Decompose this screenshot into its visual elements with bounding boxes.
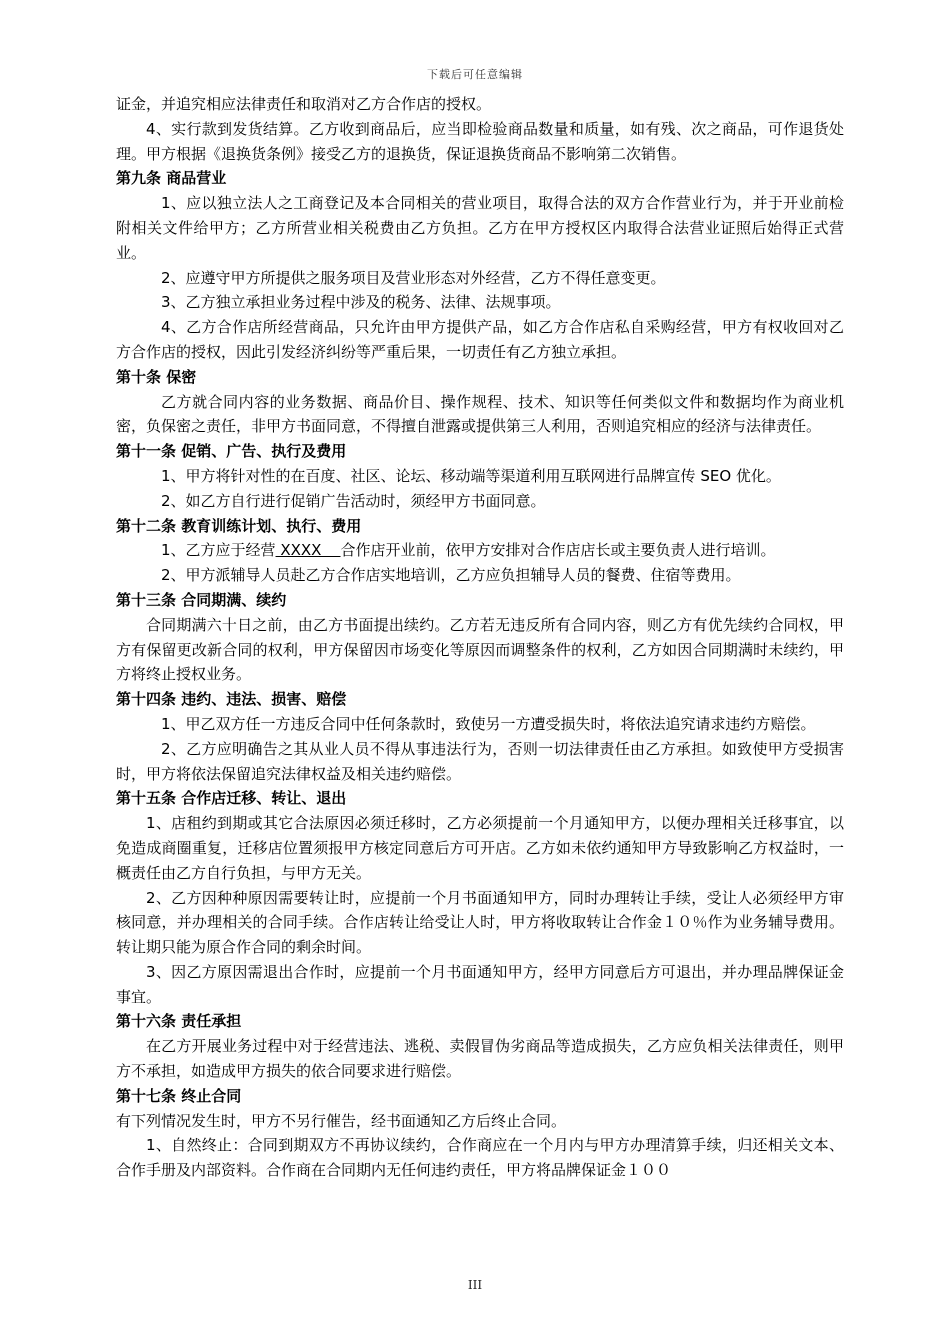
- paragraph: 合同期满六十日之前，由乙方书面提出续约。乙方若无违反所有合同内容，则乙方有优先续约合同权，甲方有保留更改新合同的权利，甲方保留因市场变化等原因而调整条件的权利，乙方如因合同期满时未续约，甲方将终止授权业务。: [116, 615, 844, 684]
- paragraph: 证金，并追究相应法律责任和取消对乙方合作店的授权。: [116, 95, 492, 113]
- paragraph: 3、乙方独立承担业务过程中涉及的税务、法律、法规事项。: [161, 293, 561, 312]
- paragraph: 有下列情况发生时，甲方不另行催告，经书面通知乙方后终止合同。: [116, 1111, 567, 1130]
- paragraph: 2、甲方派辅导人员赴乙方合作店实地培训，乙方应负担辅导人员的餐费、住宿等费用。: [161, 566, 741, 585]
- paragraph: 1、店租约到期或其它合法原因必须迁移时，乙方必须提前一个月通知甲方，以便办理相关迁移事宜，以免造成商圈重复，迁移店位置须报甲方核定同意后方可开店。乙方如未依约通知甲方导致影响乙方权益时，一概责任由乙方自行负担，与甲方无关。: [116, 814, 844, 882]
- text-segment: 合作店开业前，依甲方安排对合作店店长或主要负责人进行培训。: [340, 541, 776, 560]
- article-heading-11: 第十一条 促销、广告、执行及费用: [116, 442, 347, 461]
- article-heading-13: 第十三条 合同期满、续约: [116, 590, 287, 609]
- article-heading-14: 第十四条 违约、违法、损害、赔偿: [116, 690, 347, 709]
- paragraph: 在乙方开展业务过程中对于经营违法、逃税、卖假冒伪劣商品等造成损失，乙方应负相关法律责任，则甲方不承担，如造成甲方损失的依合同要求进行赔偿。: [116, 1037, 844, 1081]
- article-heading-15: 第十五条 合作店迁移、转让、退出: [116, 789, 347, 808]
- paragraph: 3、因乙方原因需退出合作时，应提前一个月书面通知甲方，经甲方同意后方可退出，并办理品牌保证金事宜。: [116, 962, 844, 1006]
- article-heading-16: 第十六条 责任承担: [116, 1012, 242, 1031]
- article-heading-12: 第十二条 教育训练计划、执行、费用: [116, 516, 362, 535]
- paragraph: 1、甲方将针对性的在百度、社区、论坛、移动端等渠道利用互联网进行品牌宣传 SEO 优化。: [161, 466, 781, 485]
- page-number: III: [467, 1278, 483, 1292]
- paragraph: 2、乙方因种种原因需要转让时，应提前一个月书面通知甲方，同时办理转让手续，受让人必须经甲方审核同意，并办理相关的合同手续。合作店转让给受让人时，甲方将收取转让合作金１０％作为业务辅导费用。转让期只能为原合作合同的剩余时间。: [116, 888, 844, 957]
- paragraph: 1、应以独立法人之工商登记及本合同相关的营业项目，取得合法的双方合作营业行为，并于开业前检附相关文件给甲方；乙方所营业相关税费由乙方负担。乙方在甲方授权区内取得合法营业证照后始得正式营业。: [116, 194, 844, 262]
- page-header: 下载后可任意编辑: [427, 68, 523, 81]
- paragraph: 2、如乙方自行进行促销广告活动时，须经甲方书面同意。: [161, 491, 546, 510]
- paragraph: 乙方就合同内容的业务数据、商品价目、操作规程、技术、知识等任何类似文件和数据均作为商业机密，负保密之责任，非甲方书面同意，不得擅自泄露或提供第三人利用，否则追究相应的经济与法律责任。: [116, 392, 844, 436]
- paragraph: 4、乙方合作店所经营商品，只允许由甲方提供产品，如乙方合作店私自采购经营，甲方有权收回对乙方合作店的授权，因此引发经济纠纷等严重后果，一切责任有乙方独立承担。: [116, 318, 844, 361]
- article-heading-17: 第十七条 终止合同: [116, 1086, 242, 1105]
- paragraph: 1、自然终止：合同到期双方不再协议续约，合作商应在一个月内与甲方办理清算手续，归还相关文本、合作手册及内部资料。合作商在合同期内无任何违约责任，甲方将品牌保证金１００: [116, 1136, 844, 1180]
- text-segment: 1、乙方应于经营: [161, 541, 276, 560]
- paragraph: 4、实行款到发货结算。乙方收到商品后，应当即检验商品数量和质量，如有残、次之商品，可作退货处理。甲方根据《退换货条例》接受乙方的退换货，保证退换货商品不影响第二次销售。: [116, 119, 844, 163]
- paragraph: 2、乙方应明确告之其从业人员不得从事违法行为，否则一切法律责任由乙方承担。如致使甲方受损害时，甲方将依法保留追究法律权益及相关违约赔偿。: [116, 739, 844, 783]
- article-heading-10: 第十条 保密: [116, 367, 197, 386]
- paragraph: 2、应遵守甲方所提供之服务项目及营业形态对外经营，乙方不得任意变更。: [161, 268, 666, 287]
- article-heading-9: 第九条 商品营业: [116, 169, 227, 188]
- paragraph: 1、甲乙双方任一方违反合同中任何条款时，致使另一方遭受损失时，将依法追究请求违约方赔偿。: [161, 714, 816, 733]
- contract-body: [116, 92, 844, 1183]
- paragraph: [116, 538, 844, 563]
- fill-in-blank: XXXX: [275, 541, 341, 560]
